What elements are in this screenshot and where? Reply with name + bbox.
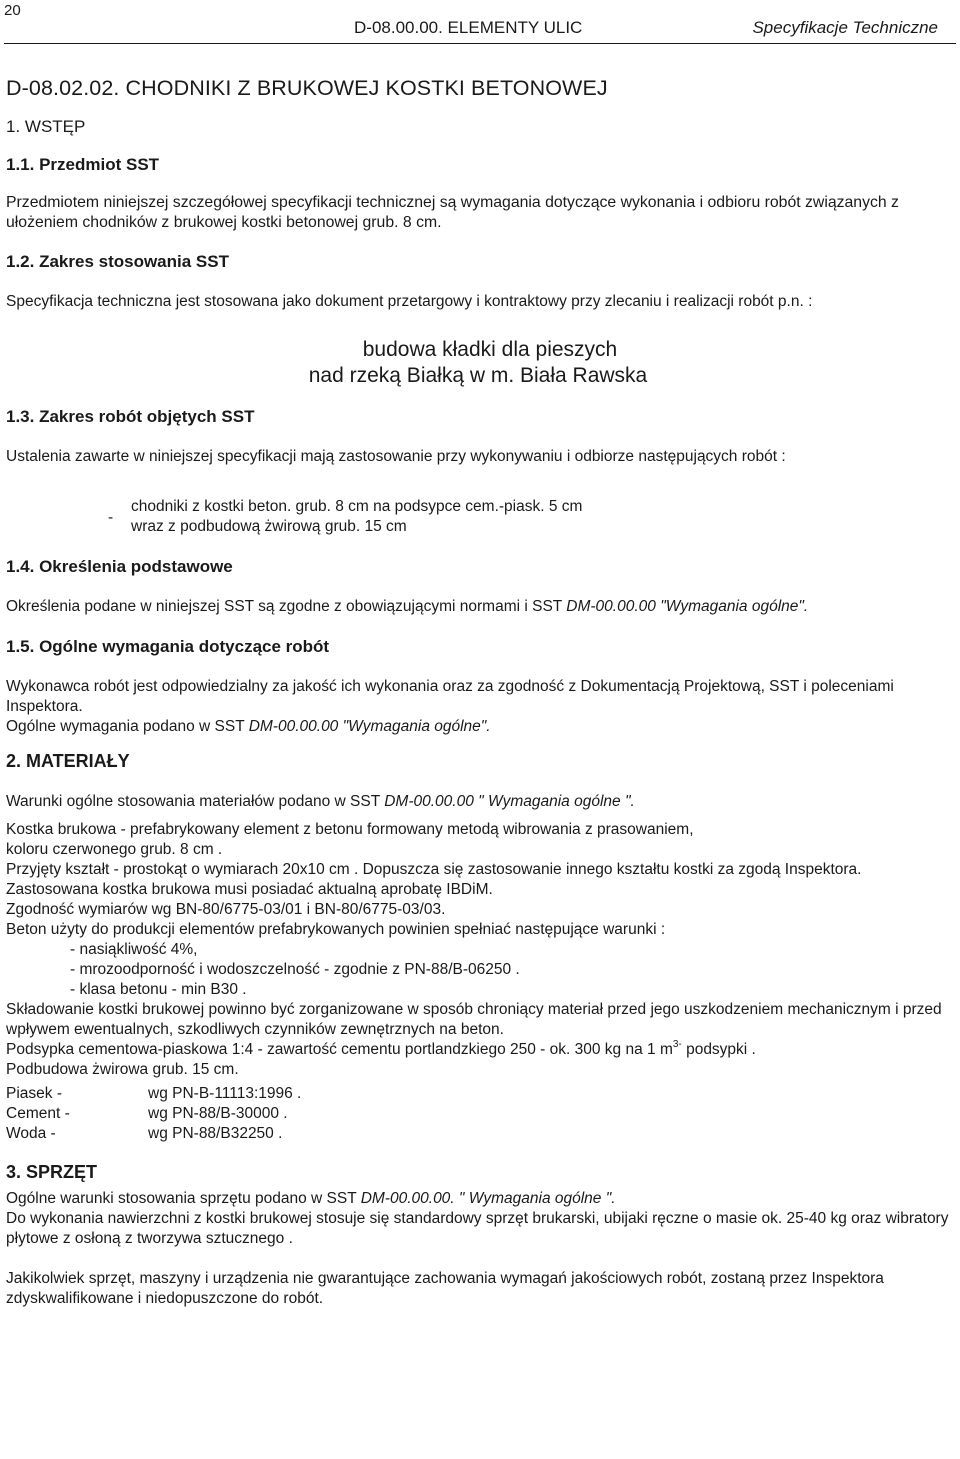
section-1-5-text-2: [6, 717, 950, 737]
material-name: Woda -: [6, 1125, 56, 1142]
materials-line-6: Beton użyty do produkcji elementów prefabrykowanych powinien spełniać następujące warunki :: [6, 921, 666, 938]
materials-line-1: Kostka brukowa - prefabrykowany element z betonu formowany metodą wibrowania z prasowaniem,: [6, 821, 694, 838]
unit-superscript: 3-: [672, 1039, 682, 1050]
section-3-reference: DM-00.00.00. " Wymagania ogólne ".: [360, 1190, 616, 1207]
materials-line-4: Zastosowana kostka brukowa musi posiadać aktualną aprobatę IBDiM.: [6, 881, 493, 898]
materials-line-2: koloru czerwonego grub. 8 cm .: [6, 841, 223, 858]
works-list-item: [6, 497, 950, 541]
header-rule: [4, 43, 956, 44]
materials-line-7: Składowanie kostki brukowej powinno być zorganizowane w sposób chroniący materiał przed jego uszkodzeniem mechanicznym i przed wpływem ewentualnych, szkodliwych czynników zewnętrznych na beton.: [6, 1001, 942, 1038]
document-title: D-08.02.02. CHODNIKI Z BRUKOWEJ KOSTKI BETONOWEJ: [6, 76, 608, 100]
material-norm: wg PN-B-11113:1996 .: [148, 1085, 302, 1102]
works-item-line-2: wraz z podbudową żwirową grub. 15 cm: [131, 518, 407, 535]
section-1-2-heading: 1.2. Zakres stosowania SST: [6, 252, 229, 271]
section-1-5-heading: 1.5. Ogólne wymagania dotyczące robót: [6, 637, 330, 656]
material-norm: wg PN-88/B-30000 .: [148, 1105, 288, 1122]
project-name-line-1: budowa kładki dla pieszych: [362, 338, 618, 361]
section-3-intro: [6, 1189, 950, 1209]
section-1-4-text: [6, 597, 950, 617]
document-body: [6, 76, 950, 1309]
section-1-3-heading: 1.3. Zakres robót objętych SST: [6, 407, 255, 426]
header-center: D-08.00.00. ELEMENTY ULIC: [354, 18, 583, 37]
materials-line-5: Zgodność wymiarów wg BN-80/6775-03/01 i BN-80/6775-03/03.: [6, 901, 446, 918]
section-1-2-text: Specyfikacja techniczna jest stosowana jako dokument przetargowy i kontraktowy przy zlecaniu i realizacji robót p.n. :: [6, 293, 813, 310]
sand-mix-text: Podsypka cementowa-piaskowa 1:4 - zawartość cementu portlandzkiego 250 - ok. 300 kg na 1 m: [6, 1041, 673, 1058]
section-1-5-text: Wykonawca robót jest odpowiedzialny za jakość ich wykonania oraz za zgodność z Dokumentacją Projektową, SST i poleceniami Inspektora.: [6, 678, 894, 715]
section-1-1-heading: 1.1. Przedmiot SST: [6, 155, 160, 174]
section-2-reference: DM-00.00.00 " Wymagania ogólne ".: [384, 793, 635, 810]
section-3-intro-main: Ogólne warunki stosowania sprzętu podano w SST: [6, 1190, 361, 1207]
section-1-3-text: Ustalenia zawarte w niniejszej specyfikacji mają zastosowanie przy wykonywaniu i odbiorze następujących robót :: [6, 448, 786, 465]
material-norm-row: [6, 1104, 950, 1124]
material-norm-row: [6, 1124, 950, 1144]
section-2-heading: 2. MATERIAŁY: [6, 751, 130, 771]
works-item-line-1: chodniki z kostki beton. grub. 8 cm na podsypce cem.-piask. 5 cm: [131, 498, 583, 515]
section-1-5-text-2-main: Ogólne wymagania podano w SST: [6, 718, 249, 735]
equipment-text-2: Jakikolwiek sprzęt, maszyny i urządzenia nie gwarantujące zachowania wymagań jakościowych robót, zostaną przez Inspektora zdyskwalifikowane i niedopuszczone do robót.: [6, 1270, 884, 1307]
project-name-line-2: nad rzeką Białką w m. Biała Rawska: [308, 364, 648, 387]
section-2-intro-main: Warunki ogólne stosowania materiałów podano w SST: [6, 793, 385, 810]
concrete-requirement-2: - mrozoodporność i wodoszczelność - zgodnie z PN-88/B-06250 .: [70, 961, 520, 978]
section-1-4-text-main: Określenia podane w niniejszej SST są zgodne z obowiązującymi normami i SST: [6, 598, 567, 615]
materials-line-9: Podbudowa żwirowa grub. 15 cm.: [6, 1061, 239, 1078]
section-1-4-heading: 1.4. Określenia podstawowe: [6, 557, 233, 576]
section-2-intro: [6, 792, 950, 812]
sand-mix-text-end: podsypki .: [681, 1041, 756, 1058]
page-number: 20: [4, 2, 21, 19]
material-norm: wg PN-88/B32250 .: [148, 1125, 283, 1142]
section-1-heading: 1. WSTĘP: [6, 117, 86, 136]
materials-line-8: [6, 1040, 950, 1060]
material-name: Piasek -: [6, 1085, 62, 1102]
section-1-4-reference: DM-00.00.00 "Wymagania ogólne".: [566, 598, 809, 615]
section-1-1-text: Przedmiotem niniejszej szczegółowej specyfikacji technicznej są wymagania dotyczące wykonania i odbioru robót związanych z ułożeniem chodników z brukowej kostki betonowej grub. 8 cm.: [6, 194, 899, 231]
material-norm-row: [6, 1084, 950, 1104]
concrete-requirement-1: - nasiąkliwość 4%,: [70, 941, 198, 958]
list-dash: -: [108, 509, 114, 526]
material-name: Cement -: [6, 1105, 70, 1122]
header-right: Specyfikacje Techniczne: [752, 18, 938, 37]
equipment-text-1: Do wykonania nawierzchni z kostki brukowej stosuje się standardowy sprzęt brukarski, ubijaki ręczne o masie ok. 25-40 kg oraz wibratory płytowe z osłoną z tworzywa sztucznego .: [6, 1210, 949, 1247]
section-3-heading: 3. SPRZĘT: [6, 1162, 98, 1182]
concrete-requirement-3: - klasa betonu - min B30 .: [70, 981, 247, 998]
section-1-5-reference: DM-00.00.00 "Wymagania ogólne".: [248, 718, 491, 735]
materials-line-3: Przyjęty kształt - prostokąt o wymiarach 20x10 cm . Dopuszcza się zastosowanie innego kształtu kostki za zgodą Inspektora.: [6, 861, 862, 878]
